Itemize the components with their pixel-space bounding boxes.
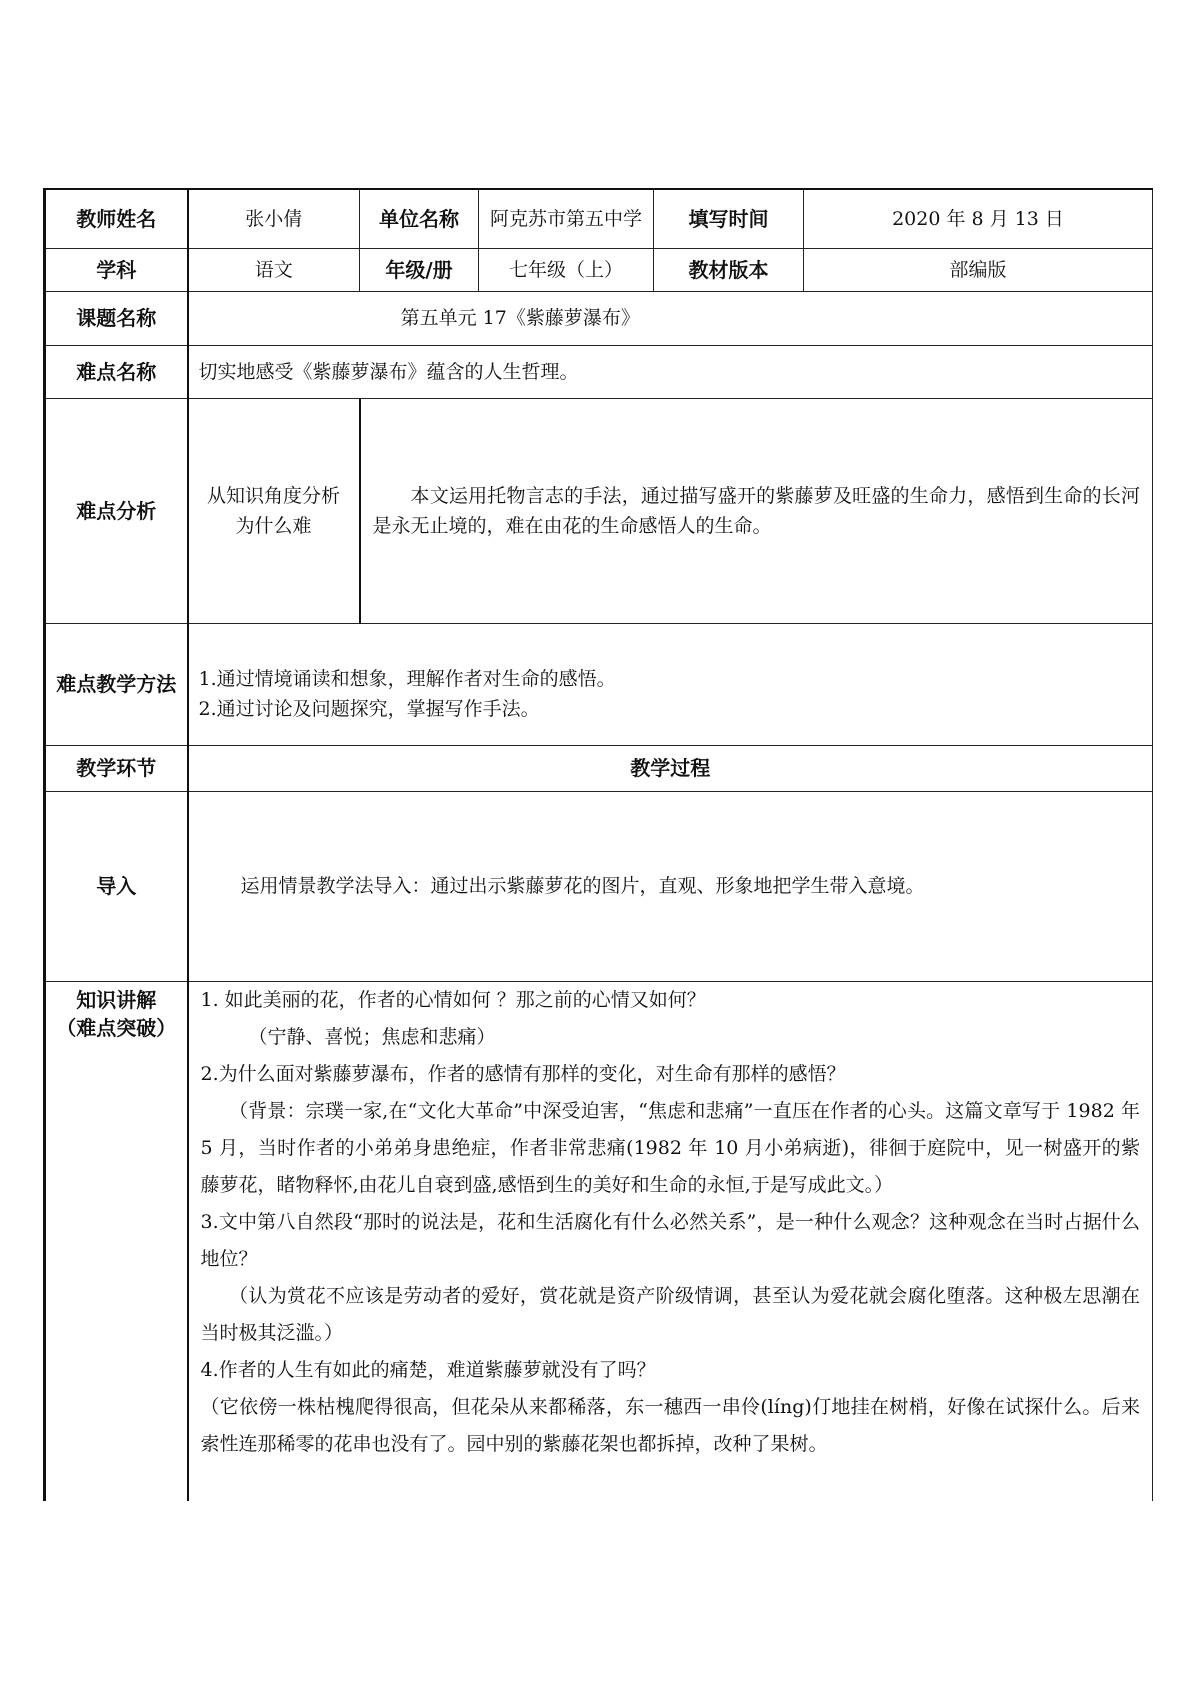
header-row-1 — [45, 189, 1153, 248]
answer-1: （宁静、喜悦；焦虑和悲痛） — [248, 1025, 496, 1048]
knowledge-content — [188, 981, 1153, 1501]
question-3: 3.文中第八自然段“那时的说法是，花和生活腐化有什么必然关系”，是一种什么观念？这种观念在当时占据什么地位？ — [200, 1210, 1140, 1270]
difficulty-row — [45, 345, 1153, 398]
process-header-row — [45, 745, 1153, 791]
subject-value: 语文 — [188, 248, 360, 291]
time-label: 填写时间 — [654, 189, 804, 248]
process-step-label: 教学环节 — [45, 745, 188, 791]
teacher-value: 张小倩 — [188, 189, 360, 248]
subject-label: 学科 — [45, 248, 188, 291]
teacher-label: 教师姓名 — [45, 189, 188, 248]
topic-row — [45, 291, 1153, 345]
analysis-sub-label: 从知识角度分析为什么难 — [188, 398, 360, 623]
method-row — [45, 623, 1153, 745]
answer-4: （它依傍一株枯槐爬得很高，但花朵从来都稀落，东一穗西一串伶(líng)仃地挂在树梢，好像在试探什么。后来索性连那稀零的花串也没有了。园中别的紫藤花架也都拆掉，改种了果树。 — [200, 1395, 1140, 1455]
unit-value: 阿克苏市第五中学 — [479, 189, 654, 248]
difficulty-value: 切实地感受《紫藤萝瀑布》蕴含的人生哲理。 — [188, 345, 1153, 398]
knowledge-label — [45, 981, 188, 1501]
answer-3: （认为赏花不应该是劳动者的爱好，赏花就是资产阶级情调，甚至认为爱花就会腐化堕落。这种极左思潮在当时极其泛滥。） — [200, 1284, 1140, 1344]
answer-2: （背景：宗璞一家,在“文化大革命”中深受迫害，“焦虑和悲痛”一直压在作者的心头。这篇文章写于 1982 年 5 月，当时作者的小弟弟身患绝症，作者非常悲痛(1982 年 10 月小弟病逝)，徘徊于庭院中，见一树盛开的紫藤萝花，睹物释怀,由花儿自衰到盛,感悟到生的美好和生命的永恒,于是写成此文。） — [200, 1099, 1140, 1196]
analysis-text: 本文运用托物言志的手法，通过描写盛开的紫藤萝及旺盛的生命力，感悟到生命的长河是永无止境的，难在由花的生命感悟人的生命。 — [372, 484, 1140, 537]
edition-value: 部编版 — [804, 248, 1153, 291]
unit-label: 单位名称 — [360, 189, 479, 248]
intro-text: 运用情景教学法导入：通过出示紫藤萝花的图片，直观、形象地把学生带入意境。 — [240, 875, 925, 897]
time-value: 2020 年 8 月 13 日 — [804, 189, 1153, 248]
analysis-value — [360, 398, 1153, 623]
intro-value — [188, 791, 1153, 981]
topic-value — [188, 291, 1153, 345]
topic-text: 第五单元 17《紫藤萝瀑布》 — [400, 307, 640, 329]
grade-label: 年级/册 — [360, 248, 479, 291]
grade-value: 七年级（上） — [479, 248, 654, 291]
process-title: 教学过程 — [188, 745, 1153, 791]
method-line-2: 2.通过讨论及问题探究，掌握写作手法。 — [198, 697, 540, 720]
header-row-2 — [45, 248, 1153, 291]
lesson-plan-table — [43, 188, 1153, 1501]
question-2: 2.为什么面对紫藤萝瀑布，作者的感情有那样的变化，对生命有那样的感悟？ — [200, 1062, 846, 1085]
method-value — [188, 623, 1153, 745]
knowledge-label-line-2: （难点突破） — [56, 1015, 177, 1040]
intro-row — [45, 791, 1153, 981]
question-4: 4.作者的人生有如此的痛楚，难道紫藤萝就没有了吗？ — [200, 1358, 656, 1381]
analysis-row — [45, 398, 1153, 623]
analysis-label: 难点分析 — [45, 398, 188, 623]
question-1: 1. 如此美丽的花，作者的心情如何 ？那之前的心情又如何？ — [200, 988, 706, 1011]
edition-label: 教材版本 — [654, 248, 804, 291]
difficulty-label: 难点名称 — [45, 345, 188, 398]
knowledge-row — [45, 981, 1153, 1501]
knowledge-label-line-1: 知识讲解 — [76, 987, 157, 1012]
topic-label: 课题名称 — [45, 291, 188, 345]
method-label: 难点教学方法 — [45, 623, 188, 745]
intro-label: 导入 — [45, 791, 188, 981]
method-line-1: 1.通过情境诵读和想象，理解作者对生命的感悟。 — [198, 667, 616, 690]
